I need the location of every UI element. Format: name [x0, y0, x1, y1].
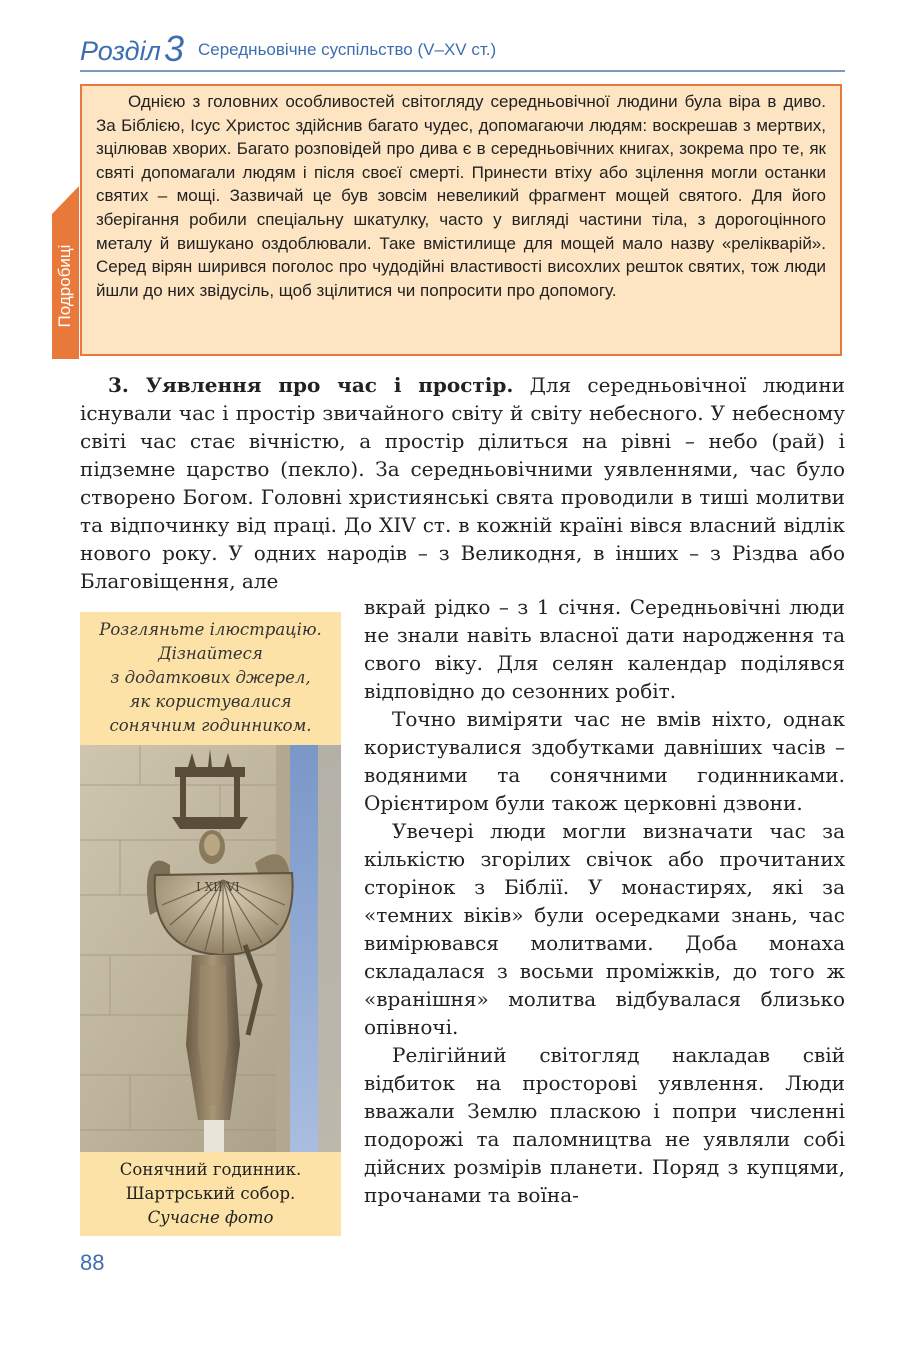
chapter-number: 3	[164, 28, 185, 69]
section-paragraph-continuation: вкрай рідко – з 1 січня. Середньовічні люди не знали навіть власної дати народження та свого віку. Для селян календар поділявся відповідно до сезонних робіт.	[364, 595, 845, 703]
sundial-photo	[80, 745, 341, 1152]
figure-caption-line: Шартрський собор.	[125, 1184, 296, 1203]
main-text-column	[364, 593, 845, 1209]
figure-caption-line: Сонячний годинник.	[119, 1160, 302, 1179]
main-text-full	[80, 371, 845, 595]
figure-task-line: як користувалися	[129, 692, 292, 711]
figure-caption	[80, 1152, 341, 1236]
section-paragraph-4: Релігійний світогляд накладав свій відбиток на просторові уявлення. Люди вважали Землю пласкою і попри численні подорожі та паломництва не уявляли собі дійсних розмірів планети. Поряд з купцями, прочанами та воїна-	[364, 1043, 845, 1207]
dial-numerals: I XII VI	[196, 880, 240, 894]
details-tab	[52, 214, 79, 359]
chapter-label: Розділ	[80, 36, 161, 66]
page-number: 88	[80, 1250, 105, 1275]
figure-task	[80, 612, 341, 747]
section-paragraph-3: Увечері люди могли визначати час за кількістю згорілих свічок або прочитаних сторінок з Біблії. У монастирях, які за «темних віків» були осередками знань, час вимірювався молитвами. Доба монаха складалася з восьми проміжків, до того ж «вранішня» молитва відбувалася близько опівночі.	[364, 819, 845, 1039]
section-paragraph-1	[80, 371, 845, 595]
figure-task-line: сонячним годинником.	[109, 716, 312, 735]
details-box	[80, 84, 842, 356]
details-text: Однією з головних особливостей світогляду середньовічної людини була віра в диво. За Біблією, Ісус Христос здійснив багато чудес, допомагаючи людям: воскрешав з мертвих, зцілював хворих. Багато розповідей про дива є в середньовічних книгах, зокрема про те, як святі допомагали людям і після своєї смерті. Принести втіху або зцілення могли останки святих – мощі. Зазвичай це був зовсім невеликий фрагмент мощей святого. Для його зберігання робили спеціальну шкатулку, часто у вигляді частини тіла, з дорогоцінного металу й вишукано оздоблювали. Таке вмістилище для мощей мало назву «релікварій». Серед вірян ширився поголос про чудодійні властивості висохлих решток святих, тож люди йшли до них звідусіль, щоб зцілитися чи попросити про допомогу.	[96, 92, 826, 300]
figure-task-line: Розгляньте ілюстрацію.	[99, 620, 322, 639]
figure-task-line: з додаткових джерел,	[110, 668, 311, 687]
figure-caption-note: Сучасне фото	[147, 1208, 274, 1227]
chapter-title: Середньовічне суспільство (V–XV ст.)	[198, 40, 497, 59]
section-paragraph-2: Точно виміряти час не вмів ніхто, однак користувалися здобутками давніших часів – водяними та сонячними годинниками. Орієнтиром були також церковні дзвони.	[364, 707, 845, 815]
page-header	[80, 22, 845, 72]
details-tab-label: Подробиці	[55, 244, 74, 328]
sundial-illustration	[80, 745, 341, 1152]
section-heading: 3. Уявлення про час і простір.	[108, 373, 514, 397]
figure-task-line: Дізнайтеся	[158, 644, 263, 663]
section-intro: Для середньовічної людини існували час і простір звичайного світу й світу небесного. У небесному світі час стає вічністю, а простір ділиться на рівні – небо (рай) і підземне царство (пекло). За середньовічними уявленнями, час було створено Богом. Головні християнські свята проводили в тиші молитви та відпочинку від праці. До XIV ст. в кожній країні вівся власний відлік нового року. У одних народів – з Великодня, в інших – з Різдва або Благовіщення, але	[80, 373, 845, 593]
